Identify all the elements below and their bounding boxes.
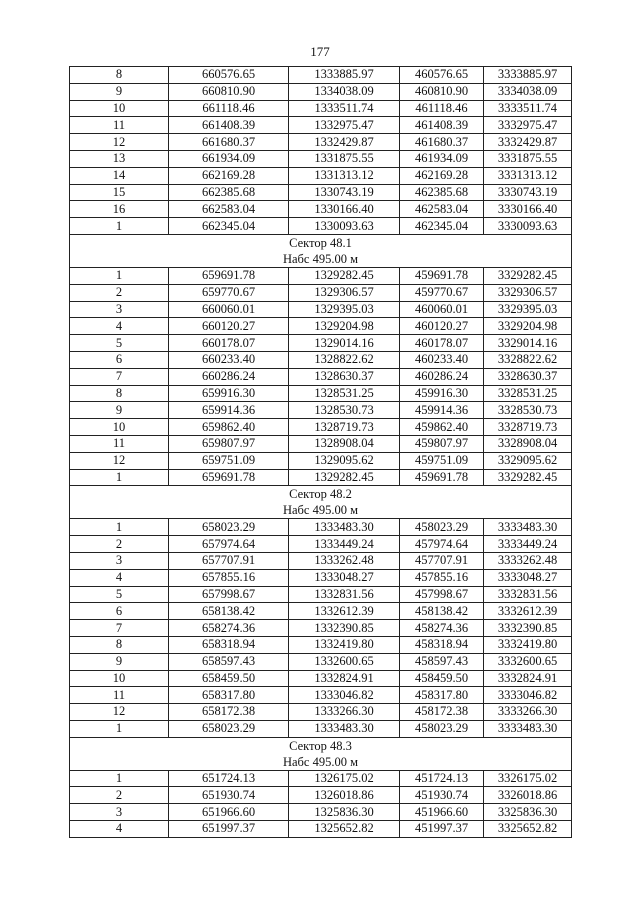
table-cell: 3328531.25: [484, 385, 572, 402]
table-cell: 460233.40: [400, 351, 484, 368]
table-cell: 460810.90: [400, 83, 484, 100]
table-row: [70, 368, 572, 385]
table-cell: 3329282.45: [484, 469, 572, 486]
table-cell: 3329306.57: [484, 284, 572, 301]
table-cell: 1325652.82: [289, 821, 400, 838]
table-row: [70, 804, 572, 821]
table-cell: 3333262.48: [484, 552, 572, 569]
table-cell: 1329282.45: [289, 267, 400, 284]
sector-header-row: [70, 737, 572, 770]
table-row: [70, 402, 572, 419]
table-cell: 11: [70, 117, 169, 134]
table-cell: 4: [70, 821, 169, 838]
table-cell: 658317.80: [169, 687, 289, 704]
table-cell: 458023.29: [400, 720, 484, 737]
table-cell: 459751.09: [400, 452, 484, 469]
table-cell: 3: [70, 552, 169, 569]
table-cell: 657974.64: [169, 536, 289, 553]
table-cell: 3: [70, 301, 169, 318]
table-cell: 1: [70, 519, 169, 536]
sector-header: [70, 486, 572, 519]
table-cell: 3332390.85: [484, 620, 572, 637]
table-cell: 3330743.19: [484, 184, 572, 201]
table-cell: 1: [70, 720, 169, 737]
table-cell: 461680.37: [400, 134, 484, 151]
table-row: [70, 770, 572, 787]
table-row: [70, 720, 572, 737]
table-cell: 1326018.86: [289, 787, 400, 804]
table-cell: 459807.97: [400, 435, 484, 452]
table-cell: 660576.65: [169, 67, 289, 84]
table-row: [70, 318, 572, 335]
table-cell: 3328530.73: [484, 402, 572, 419]
table-cell: 1: [70, 218, 169, 235]
table-cell: 1328822.62: [289, 351, 400, 368]
table-cell: 657707.91: [169, 552, 289, 569]
table-cell: 3333483.30: [484, 519, 572, 536]
table-cell: 1: [70, 267, 169, 284]
table-row: [70, 603, 572, 620]
table-cell: 660120.27: [169, 318, 289, 335]
table-row: [70, 201, 572, 218]
table-cell: 8: [70, 385, 169, 402]
table-cell: 1330743.19: [289, 184, 400, 201]
table-cell: 458317.80: [400, 687, 484, 704]
table-cell: 658274.36: [169, 620, 289, 637]
table-row: [70, 218, 572, 235]
table-cell: 1329395.03: [289, 301, 400, 318]
table-cell: 10: [70, 419, 169, 436]
table-cell: 8: [70, 636, 169, 653]
table-cell: 3333885.97: [484, 67, 572, 84]
table-cell: 460178.07: [400, 335, 484, 352]
table-cell: 458318.94: [400, 636, 484, 653]
table-cell: 6: [70, 603, 169, 620]
table-cell: 457998.67: [400, 586, 484, 603]
table-cell: 1333449.24: [289, 536, 400, 553]
table-cell: 658023.29: [169, 519, 289, 536]
table-row: [70, 653, 572, 670]
table-cell: 459862.40: [400, 419, 484, 436]
table-cell: 1328530.73: [289, 402, 400, 419]
table-cell: 3331875.55: [484, 150, 572, 167]
table-cell: 659691.78: [169, 267, 289, 284]
table-cell: 14: [70, 167, 169, 184]
page-number: 177: [310, 44, 330, 59]
table-row: [70, 435, 572, 452]
table-cell: 13: [70, 150, 169, 167]
table-cell: 660178.07: [169, 335, 289, 352]
table-row: [70, 569, 572, 586]
table-cell: 459770.67: [400, 284, 484, 301]
table-cell: 1329282.45: [289, 469, 400, 486]
table-cell: 657998.67: [169, 586, 289, 603]
table-cell: 658459.50: [169, 670, 289, 687]
table-cell: 3325836.30: [484, 804, 572, 821]
table-cell: 1332600.65: [289, 653, 400, 670]
table-row: [70, 704, 572, 721]
table-cell: 10: [70, 100, 169, 117]
coordinates-table-body: [70, 67, 572, 838]
table-cell: 1333046.82: [289, 687, 400, 704]
table-cell: 1332612.39: [289, 603, 400, 620]
table-row: [70, 620, 572, 637]
table-row: [70, 519, 572, 536]
table-cell: 458274.36: [400, 620, 484, 637]
table-cell: 457974.64: [400, 536, 484, 553]
table-cell: 459691.78: [400, 267, 484, 284]
table-cell: 1333048.27: [289, 569, 400, 586]
table-cell: 2: [70, 536, 169, 553]
table-row: [70, 267, 572, 284]
sector-height: Набс 495.00 м: [282, 503, 359, 518]
table-cell: 462169.28: [400, 167, 484, 184]
coordinates-table: [69, 66, 572, 838]
table-cell: 659862.40: [169, 419, 289, 436]
table-cell: 3333048.27: [484, 569, 572, 586]
table-cell: 3328822.62: [484, 351, 572, 368]
table-cell: 460286.24: [400, 368, 484, 385]
table-cell: 458172.38: [400, 704, 484, 721]
table-cell: 462583.04: [400, 201, 484, 218]
table-row: [70, 536, 572, 553]
table-cell: 3332419.80: [484, 636, 572, 653]
table-cell: 3334038.09: [484, 83, 572, 100]
table-cell: 1333262.48: [289, 552, 400, 569]
table-cell: 457707.91: [400, 552, 484, 569]
table-cell: 658318.94: [169, 636, 289, 653]
table-cell: 2: [70, 284, 169, 301]
table-cell: 662583.04: [169, 201, 289, 218]
table-cell: 1328630.37: [289, 368, 400, 385]
table-cell: 1333483.30: [289, 720, 400, 737]
table-cell: 3333483.30: [484, 720, 572, 737]
table-cell: 3333511.74: [484, 100, 572, 117]
table-cell: 460120.27: [400, 318, 484, 335]
table-cell: 9: [70, 653, 169, 670]
table-cell: 659914.36: [169, 402, 289, 419]
table-cell: 659751.09: [169, 452, 289, 469]
table-cell: 3332600.65: [484, 653, 572, 670]
table-cell: 12: [70, 134, 169, 151]
table-cell: 7: [70, 368, 169, 385]
table-cell: 659916.30: [169, 385, 289, 402]
table-cell: 659807.97: [169, 435, 289, 452]
table-cell: 3333266.30: [484, 704, 572, 721]
sector-height: Набс 495.00 м: [282, 754, 359, 769]
table-cell: 660233.40: [169, 351, 289, 368]
table-row: [70, 552, 572, 569]
table-row: [70, 83, 572, 100]
table-cell: 1333266.30: [289, 704, 400, 721]
sector-header-row: [70, 486, 572, 519]
table-row: [70, 636, 572, 653]
table-cell: 3329395.03: [484, 301, 572, 318]
table-cell: 458138.42: [400, 603, 484, 620]
table-cell: 3330093.63: [484, 218, 572, 235]
table-row: [70, 134, 572, 151]
table-cell: 460576.65: [400, 67, 484, 84]
table-cell: 460060.01: [400, 301, 484, 318]
table-cell: 3329282.45: [484, 267, 572, 284]
table-cell: 15: [70, 184, 169, 201]
table-cell: 1: [70, 469, 169, 486]
sector-height: Набс 495.00 м: [282, 251, 359, 266]
table-cell: 3: [70, 804, 169, 821]
table-cell: 3330166.40: [484, 201, 572, 218]
table-cell: 3332975.47: [484, 117, 572, 134]
table-cell: 661118.46: [169, 100, 289, 117]
table-cell: 651966.60: [169, 804, 289, 821]
table-cell: 1328908.04: [289, 435, 400, 452]
table-cell: 651930.74: [169, 787, 289, 804]
table-cell: 458597.43: [400, 653, 484, 670]
table-cell: 1332419.80: [289, 636, 400, 653]
table-cell: 661934.09: [169, 150, 289, 167]
table-cell: 16: [70, 201, 169, 218]
table-cell: 3329204.98: [484, 318, 572, 335]
table-cell: 8: [70, 67, 169, 84]
table-cell: 3332612.39: [484, 603, 572, 620]
table-cell: 458023.29: [400, 519, 484, 536]
table-row: [70, 335, 572, 352]
table-cell: 1326175.02: [289, 770, 400, 787]
table-row: [70, 184, 572, 201]
table-cell: 459914.36: [400, 402, 484, 419]
table-cell: 1325836.30: [289, 804, 400, 821]
table-row: [70, 167, 572, 184]
table-cell: 1332429.87: [289, 134, 400, 151]
table-cell: 659691.78: [169, 469, 289, 486]
table-cell: 11: [70, 687, 169, 704]
table-cell: 10: [70, 670, 169, 687]
table-row: [70, 100, 572, 117]
table-row: [70, 301, 572, 318]
table-cell: 4: [70, 318, 169, 335]
table-row: [70, 385, 572, 402]
table-row: [70, 351, 572, 368]
table-row: [70, 821, 572, 838]
table-cell: 658023.29: [169, 720, 289, 737]
table-cell: 5: [70, 586, 169, 603]
table-cell: 11: [70, 435, 169, 452]
table-cell: 451966.60: [400, 804, 484, 821]
table-cell: 5: [70, 335, 169, 352]
table-cell: 1329306.57: [289, 284, 400, 301]
table-cell: 1333483.30: [289, 519, 400, 536]
sector-title: Сектор 48.3: [289, 738, 352, 753]
table-cell: 451997.37: [400, 821, 484, 838]
table-cell: 3328630.37: [484, 368, 572, 385]
table-cell: 651724.13: [169, 770, 289, 787]
table-cell: 1: [70, 770, 169, 787]
table-row: [70, 284, 572, 301]
table-cell: 3329014.16: [484, 335, 572, 352]
table-cell: 662345.04: [169, 218, 289, 235]
table-cell: 3326175.02: [484, 770, 572, 787]
table-cell: 451724.13: [400, 770, 484, 787]
table-cell: 661408.39: [169, 117, 289, 134]
table-row: [70, 150, 572, 167]
table-cell: 1331313.12: [289, 167, 400, 184]
table-cell: 657855.16: [169, 569, 289, 586]
sector-header: [70, 234, 572, 267]
table-row: [70, 67, 572, 84]
table-cell: 1331875.55: [289, 150, 400, 167]
table-cell: 2: [70, 787, 169, 804]
table-row: [70, 452, 572, 469]
table-cell: 3328719.73: [484, 419, 572, 436]
table-cell: 1330166.40: [289, 201, 400, 218]
table-cell: 662169.28: [169, 167, 289, 184]
table-cell: 457855.16: [400, 569, 484, 586]
table-cell: 3329095.62: [484, 452, 572, 469]
table-cell: 3332824.91: [484, 670, 572, 687]
table-cell: 1332390.85: [289, 620, 400, 637]
table-row: [70, 117, 572, 134]
table-row: [70, 687, 572, 704]
table-row: [70, 787, 572, 804]
table-row: [70, 586, 572, 603]
table-cell: 651997.37: [169, 821, 289, 838]
table-cell: 1334038.09: [289, 83, 400, 100]
table-cell: 3331313.12: [484, 167, 572, 184]
sector-title: Сектор 48.2: [289, 487, 352, 502]
table-cell: 4: [70, 569, 169, 586]
table-cell: 1332831.56: [289, 586, 400, 603]
table-cell: 3328908.04: [484, 435, 572, 452]
sector-header-row: [70, 234, 572, 267]
table-cell: 659770.67: [169, 284, 289, 301]
table-cell: 9: [70, 83, 169, 100]
table-cell: 3325652.82: [484, 821, 572, 838]
table-cell: 3332429.87: [484, 134, 572, 151]
sector-title: Сектор 48.1: [289, 235, 352, 250]
table-cell: 461118.46: [400, 100, 484, 117]
table-row: [70, 469, 572, 486]
table-cell: 458459.50: [400, 670, 484, 687]
table-cell: 660060.01: [169, 301, 289, 318]
table-cell: 658172.38: [169, 704, 289, 721]
table-cell: 3333046.82: [484, 687, 572, 704]
table-cell: 3326018.86: [484, 787, 572, 804]
table-cell: 461934.09: [400, 150, 484, 167]
table-cell: 461408.39: [400, 117, 484, 134]
table-row: [70, 670, 572, 687]
table-cell: 1332975.47: [289, 117, 400, 134]
table-cell: 462385.68: [400, 184, 484, 201]
table-cell: 1328531.25: [289, 385, 400, 402]
table-cell: 1329014.16: [289, 335, 400, 352]
table-cell: 459691.78: [400, 469, 484, 486]
table-cell: 660810.90: [169, 83, 289, 100]
sector-header: [70, 737, 572, 770]
table-cell: 658597.43: [169, 653, 289, 670]
table-cell: 7: [70, 620, 169, 637]
table-cell: 662385.68: [169, 184, 289, 201]
table-cell: 12: [70, 452, 169, 469]
table-cell: 1330093.63: [289, 218, 400, 235]
table-cell: 6: [70, 351, 169, 368]
table-cell: 9: [70, 402, 169, 419]
table-cell: 1333885.97: [289, 67, 400, 84]
table-cell: 3332831.56: [484, 586, 572, 603]
table-row: [70, 419, 572, 436]
table-cell: 459916.30: [400, 385, 484, 402]
table-cell: 1329204.98: [289, 318, 400, 335]
table-cell: 661680.37: [169, 134, 289, 151]
table-cell: 660286.24: [169, 368, 289, 385]
table-cell: 1329095.62: [289, 452, 400, 469]
table-cell: 462345.04: [400, 218, 484, 235]
table-cell: 1332824.91: [289, 670, 400, 687]
table-cell: 1333511.74: [289, 100, 400, 117]
table-cell: 3333449.24: [484, 536, 572, 553]
table-cell: 658138.42: [169, 603, 289, 620]
table-cell: 451930.74: [400, 787, 484, 804]
table-cell: 12: [70, 704, 169, 721]
table-cell: 1328719.73: [289, 419, 400, 436]
